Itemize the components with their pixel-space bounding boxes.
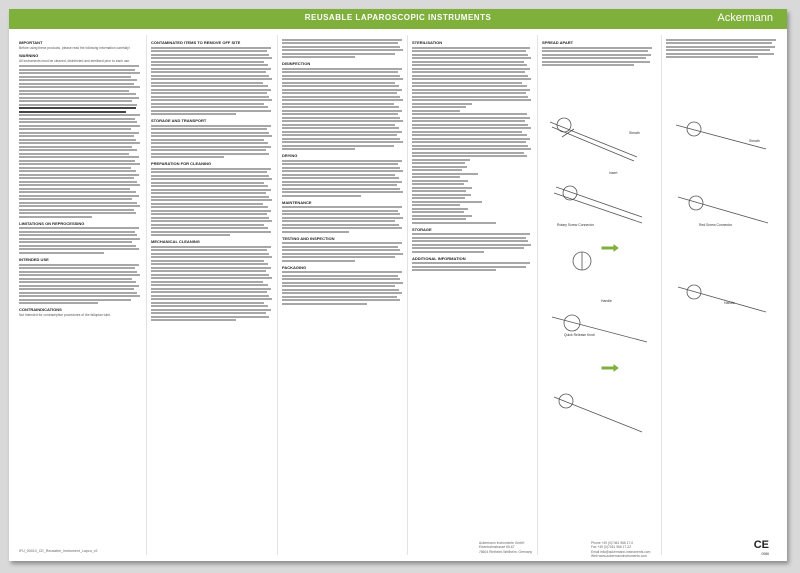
heading-limitations: LIMITATIONS ON REPROCESSING: [19, 220, 85, 226]
column-divider: [537, 35, 538, 555]
heading-drying: DRYING: [282, 153, 298, 159]
label-insert: Insert: [609, 171, 618, 175]
heading-contraindications: CONTRAINDICATIONS: [19, 307, 62, 313]
heading-sterilisation: STERILISATION: [412, 40, 443, 45]
ce-mark: CE: [753, 539, 769, 551]
company-city: 78604 Rietheim-Weilheim, Germany: [479, 549, 533, 554]
heading-additional: ADDITIONAL INFORMATION: [412, 255, 466, 261]
heading-storage-transport: STORAGE AND TRANSPORT: [151, 118, 207, 124]
reassembly-figures: [666, 97, 781, 357]
column-divider: [661, 35, 662, 555]
text-warning: All instruments must be cleaned, disinfected and sterilised prior to each use.: [19, 59, 131, 64]
heading-disinfection: DISINFECTION: [282, 61, 311, 66]
column-3: [282, 37, 404, 527]
document-code: IFU_00010_CE_Reusable_Instrument_Lapco_v2: [19, 549, 98, 553]
brand-logo: Ackermann: [717, 12, 773, 24]
heading-intended-use: INTENDED USE: [19, 256, 49, 262]
label-handle: Handle: [601, 299, 612, 303]
heading-packaging: PACKAGING: [282, 264, 307, 270]
column-divider: [407, 35, 408, 555]
disassembly-figures: [542, 97, 657, 467]
label-handle-2: Handle: [724, 301, 735, 305]
page-title: REUSABLE LAPAROSCOPIC INSTRUMENTS: [304, 13, 492, 22]
company-fax: Fax +49 (0)7461 966 17-22: [591, 545, 632, 550]
company-address: Eisenbahnstrasse 65-67: [479, 545, 515, 550]
heading-testing: TESTING AND INSPECTION: [282, 235, 335, 241]
heading-storage: STORAGE: [412, 226, 432, 232]
handle-ring: [557, 118, 571, 132]
column-4: [412, 37, 532, 527]
heading-preparation: PREPARATION FOR CLEANING: [151, 161, 212, 167]
company-name: Ackermann Instrumente GmbH: [479, 541, 525, 545]
text-important: Before using these products, please read the following information carefully!: [19, 46, 130, 51]
column-divider: [277, 35, 278, 555]
ce-number: 0086: [761, 552, 769, 556]
label-sheath-2: Sheath: [749, 139, 760, 143]
company-web: Web www.ackermanninstruments.com: [591, 554, 648, 559]
text-contraindications: Not intended for contraceptive procedures of the fallopian tube.: [19, 313, 112, 318]
sheath-shape: [550, 122, 637, 157]
heading-contaminated: CONTAMINATED ITEMS TO REMOVE OFF SITE: [151, 40, 241, 45]
heading-important: IMPORTANT: [19, 40, 43, 45]
column-divider: [146, 35, 147, 555]
heading-maintenance: MAINTENANCE: [282, 199, 312, 205]
label-quick-release: Quick Release Knob: [564, 333, 595, 337]
heading-mechanical: MECHANICAL CLEANING: [151, 239, 200, 245]
company-email: Email info@ackermann-instruments.com: [591, 549, 651, 554]
label-red-screw: Red Screw Connector: [699, 223, 733, 227]
label-sheath: Sheath: [629, 131, 640, 135]
company-phone: Phone +49 (0)7461 966 17-0: [591, 541, 634, 545]
column-1: [19, 37, 141, 527]
company-info: [479, 541, 699, 559]
heading-warning: WARNING: [19, 53, 39, 59]
label-rotary: Rotary Screw Connector: [557, 223, 594, 227]
instruction-sheet: [9, 9, 787, 561]
heading-spread-apart: SPREAD APART: [542, 40, 574, 45]
header-bar: [9, 9, 787, 29]
column-2: [151, 37, 273, 527]
